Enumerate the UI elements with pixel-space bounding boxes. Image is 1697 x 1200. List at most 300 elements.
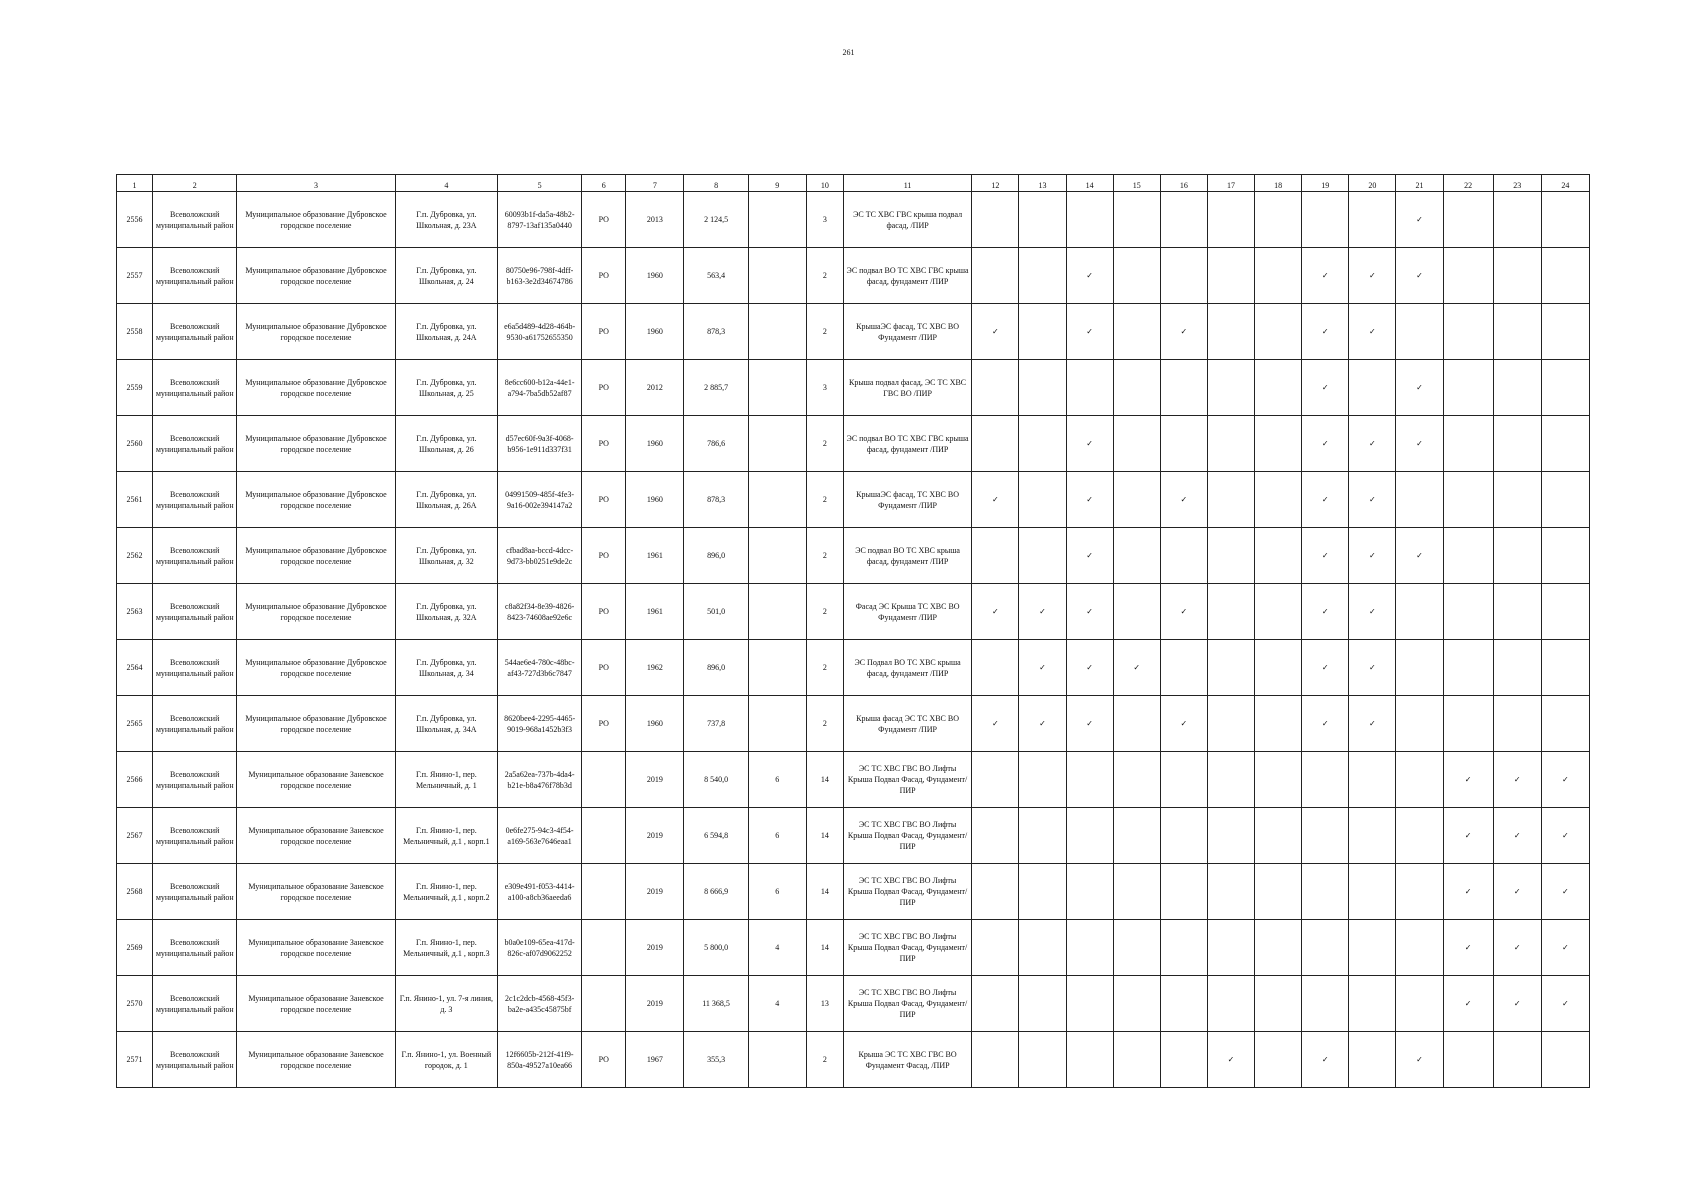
area-cell: 355,3 [684,1032,748,1088]
checkmark-icon: ✓ [1464,887,1472,896]
check-cell-12 [972,248,1019,304]
guid-cell: e309e491-f053-4414-a100-a8cb36aeeda6 [498,864,582,920]
guid-cell: 2a5a62ea-737b-4da4-b21e-b8a476f78b3d [498,752,582,808]
check-cell-21 [1396,248,1443,304]
check-cell-20 [1349,304,1396,360]
check-cell-22 [1443,920,1493,976]
check-cell-18 [1255,192,1302,248]
table-row [117,864,1590,920]
check-cell-20 [1349,696,1396,752]
col9-cell [748,416,806,472]
col9-cell [748,696,806,752]
check-cell-23 [1493,864,1541,920]
check-cell-16 [1160,976,1207,1032]
col10-cell: 14 [806,864,843,920]
checkmark-icon: ✓ [1321,327,1329,336]
checkmark-icon: ✓ [1513,999,1521,1008]
checkmark-icon: ✓ [1513,775,1521,784]
check-cell-12 [972,360,1019,416]
check-cell-16 [1160,584,1207,640]
checkmark-icon: ✓ [1321,495,1329,504]
column-header-5: 5 [498,175,582,192]
area-cell: 737,8 [684,696,748,752]
address-cell: Г.п. Дубровка, ул. Школьная, д. 24 [395,248,497,304]
column-header-4: 4 [395,175,497,192]
check-cell-20 [1349,360,1396,416]
check-cell-13 [1019,416,1066,472]
district-cell: Всеволожский муниципальный район [153,696,237,752]
col10-cell: 2 [806,696,843,752]
municipality-cell: Муниципальное образование Дубровское городское поселение [237,696,395,752]
district-cell: Всеволожский муниципальный район [153,920,237,976]
check-cell-24 [1541,640,1589,696]
check-cell-22 [1443,976,1493,1032]
check-cell-22 [1443,472,1493,528]
table-row [117,528,1590,584]
check-cell-13 [1019,696,1066,752]
check-cell-24 [1541,304,1589,360]
check-cell-17 [1207,920,1254,976]
check-cell-12 [972,752,1019,808]
check-cell-21 [1396,808,1443,864]
checkmark-icon: ✓ [1321,439,1329,448]
check-cell-21 [1396,584,1443,640]
district-cell: Всеволожский муниципальный район [153,640,237,696]
area-cell: 6 594,8 [684,808,748,864]
mark-cell [582,752,626,808]
check-cell-16 [1160,752,1207,808]
address-cell: Г.п. Янино-1, ул. Военный городок, д. 1 [395,1032,497,1088]
check-cell-21 [1396,976,1443,1032]
checkmark-icon: ✓ [1464,831,1472,840]
municipality-cell: Муниципальное образование Заневское городское поселение [237,1032,395,1088]
column-number-header [117,175,1590,192]
check-cell-14 [1066,976,1113,1032]
row-number-cell: 2560 [117,416,153,472]
check-cell-23 [1493,696,1541,752]
check-cell-18 [1255,248,1302,304]
year-cell: 1960 [626,248,684,304]
checkmark-icon: ✓ [1416,271,1423,280]
check-cell-14 [1066,360,1113,416]
checkmark-icon: ✓ [1086,607,1093,616]
check-cell-18 [1255,360,1302,416]
check-cell-15 [1113,1032,1160,1088]
check-cell-23 [1493,808,1541,864]
check-cell-18 [1255,640,1302,696]
check-cell-22 [1443,192,1493,248]
year-cell: 1962 [626,640,684,696]
check-cell-24 [1541,976,1589,1032]
check-cell-17 [1207,304,1254,360]
check-cell-13 [1019,920,1066,976]
address-cell: Г.п. Дубровка, ул. Школьная, д. 23А [395,192,497,248]
check-cell-21 [1396,640,1443,696]
check-cell-23 [1493,920,1541,976]
check-cell-24 [1541,920,1589,976]
table-row [117,304,1590,360]
check-cell-17 [1207,752,1254,808]
check-cell-18 [1255,976,1302,1032]
col9-cell [748,584,806,640]
address-cell: Г.п. Дубровка, ул. Школьная, д. 32А [395,584,497,640]
check-cell-14 [1066,528,1113,584]
checkmark-icon: ✓ [1321,663,1329,672]
row-number-cell: 2559 [117,360,153,416]
guid-cell: e6a5d489-4d28-464b-9530-a61752655350 [498,304,582,360]
address-cell: Г.п. Янино-1, пер. Мельничный, д. 1 [395,752,497,808]
check-cell-15 [1113,192,1160,248]
mark-cell: РО [582,416,626,472]
column-header-18: 18 [1255,175,1302,192]
column-header-1: 1 [117,175,153,192]
column-header-17: 17 [1207,175,1254,192]
row-number-cell: 2565 [117,696,153,752]
row-number-cell: 2558 [117,304,153,360]
district-cell: Всеволожский муниципальный район [153,1032,237,1088]
check-cell-22 [1443,360,1493,416]
guid-cell: 12f6605b-212f-41f9-850a-49527a10ea66 [498,1032,582,1088]
check-cell-22 [1443,528,1493,584]
table-row [117,808,1590,864]
checkmark-icon: ✓ [1086,551,1093,560]
check-cell-12 [972,864,1019,920]
check-cell-23 [1493,304,1541,360]
address-cell: Г.п. Дубровка, ул. Школьная, д. 34 [395,640,497,696]
check-cell-20 [1349,864,1396,920]
works-cell: Крыша подвал фасад, ЭС ТС ХВС ГВС ВО /ПИР [843,360,971,416]
check-cell-13 [1019,248,1066,304]
check-cell-14 [1066,248,1113,304]
year-cell: 2019 [626,920,684,976]
check-cell-19 [1302,696,1349,752]
checkmark-icon: ✓ [1416,383,1423,392]
check-cell-23 [1493,1032,1541,1088]
check-cell-20 [1349,248,1396,304]
checkmark-icon: ✓ [1562,775,1569,784]
row-number-cell: 2562 [117,528,153,584]
district-cell: Всеволожский муниципальный район [153,584,237,640]
guid-cell: c8a82f34-8e39-4826-8423-74608ae92e6c [498,584,582,640]
check-cell-17 [1207,640,1254,696]
col9-cell: 6 [748,808,806,864]
col10-cell: 2 [806,416,843,472]
check-cell-16 [1160,248,1207,304]
column-header-7: 7 [626,175,684,192]
check-cell-16 [1160,920,1207,976]
check-cell-14 [1066,1032,1113,1088]
check-cell-20 [1349,192,1396,248]
check-cell-23 [1493,192,1541,248]
check-cell-20 [1349,416,1396,472]
guid-cell: cfbad8aa-bccd-4dcc-9d73-bb0251e9de2c [498,528,582,584]
district-cell: Всеволожский муниципальный район [153,864,237,920]
check-cell-16 [1160,864,1207,920]
checkmark-icon: ✓ [991,327,999,336]
works-cell: ЭС ТС ХВС ГВС ВО Лифты Крыша Подвал Фасад, Фундамент/ ПИР [843,808,971,864]
check-cell-14 [1066,920,1113,976]
col9-cell [748,1032,806,1088]
check-cell-15 [1113,248,1160,304]
district-cell: Всеволожский муниципальный район [153,808,237,864]
check-cell-12 [972,1032,1019,1088]
checkmark-icon: ✓ [1562,943,1569,952]
check-cell-12 [972,808,1019,864]
check-cell-17 [1207,696,1254,752]
column-header-24: 24 [1541,175,1589,192]
area-cell: 786,6 [684,416,748,472]
municipality-cell: Муниципальное образование Заневское городское поселение [237,864,395,920]
check-cell-22 [1443,304,1493,360]
mark-cell [582,976,626,1032]
checkmark-icon: ✓ [991,719,999,728]
check-cell-24 [1541,1032,1589,1088]
check-cell-14 [1066,864,1113,920]
check-cell-15 [1113,528,1160,584]
check-cell-17 [1207,192,1254,248]
table-row [117,976,1590,1032]
check-cell-23 [1493,248,1541,304]
checkmark-icon: ✓ [1464,943,1472,952]
check-cell-12 [972,696,1019,752]
checkmark-icon: ✓ [1416,551,1423,560]
works-cell: ЭС ТС ХВС ГВС ВО Лифты Крыша Подвал Фасад, Фундамент/ ПИР [843,752,971,808]
col10-cell: 14 [806,920,843,976]
column-header-9: 9 [748,175,806,192]
check-cell-16 [1160,1032,1207,1088]
checkmark-icon: ✓ [1039,663,1046,672]
year-cell: 2012 [626,360,684,416]
check-cell-16 [1160,416,1207,472]
table-row [117,1032,1590,1088]
address-cell: Г.п. Дубровка, ул. Школьная, д. 24А [395,304,497,360]
check-cell-13 [1019,584,1066,640]
check-cell-18 [1255,472,1302,528]
check-cell-17 [1207,864,1254,920]
check-cell-18 [1255,528,1302,584]
checkmark-icon: ✓ [1086,327,1093,336]
works-cell: ЭС подвал ВО ТС ХВС крыша фасад, фундамент /ПИР [843,528,971,584]
check-cell-19 [1302,640,1349,696]
mark-cell: РО [582,584,626,640]
check-cell-22 [1443,752,1493,808]
check-cell-22 [1443,584,1493,640]
checkmark-icon: ✓ [1180,719,1188,728]
check-cell-24 [1541,192,1589,248]
address-cell: Г.п. Дубровка, ул. Школьная, д. 32 [395,528,497,584]
column-header-3: 3 [237,175,395,192]
district-cell: Всеволожский муниципальный район [153,752,237,808]
check-cell-13 [1019,472,1066,528]
district-cell: Всеволожский муниципальный район [153,528,237,584]
check-cell-24 [1541,360,1589,416]
check-cell-17 [1207,808,1254,864]
row-number-cell: 2563 [117,584,153,640]
check-cell-24 [1541,248,1589,304]
checkmark-icon: ✓ [1368,551,1376,560]
check-cell-12 [972,304,1019,360]
works-cell: ЭС подвал ВО ТС ХВС ГВС крыша фасад, фундамент /ПИР [843,416,971,472]
mark-cell [582,864,626,920]
check-cell-15 [1113,304,1160,360]
mark-cell: РО [582,472,626,528]
municipality-cell: Муниципальное образование Дубровское городское поселение [237,472,395,528]
year-cell: 1960 [626,696,684,752]
row-number-cell: 2566 [117,752,153,808]
check-cell-17 [1207,528,1254,584]
col10-cell: 13 [806,976,843,1032]
checkmark-icon: ✓ [1416,439,1423,448]
column-header-14: 14 [1066,175,1113,192]
check-cell-14 [1066,696,1113,752]
col10-cell: 2 [806,640,843,696]
check-cell-21 [1396,696,1443,752]
check-cell-16 [1160,808,1207,864]
check-cell-16 [1160,360,1207,416]
check-cell-24 [1541,696,1589,752]
area-cell: 563,4 [684,248,748,304]
row-number-cell: 2570 [117,976,153,1032]
address-cell: Г.п. Дубровка, ул. Школьная, д. 25 [395,360,497,416]
check-cell-21 [1396,752,1443,808]
check-cell-13 [1019,360,1066,416]
check-cell-23 [1493,528,1541,584]
mark-cell: РО [582,1032,626,1088]
works-cell: ЭС ТС ХВС ГВС крыша подвал фасад, /ПИР [843,192,971,248]
municipality-cell: Муниципальное образование Дубровское городское поселение [237,584,395,640]
table-row [117,584,1590,640]
municipality-cell: Муниципальное образование Заневское городское поселение [237,752,395,808]
table-row [117,416,1590,472]
guid-cell: 2c1c2dcb-4568-45f3-ba2e-a435c45875bf [498,976,582,1032]
check-cell-20 [1349,976,1396,1032]
check-cell-16 [1160,304,1207,360]
district-cell: Всеволожский муниципальный район [153,472,237,528]
check-cell-15 [1113,696,1160,752]
check-cell-24 [1541,584,1589,640]
mark-cell: РО [582,528,626,584]
check-cell-18 [1255,808,1302,864]
year-cell: 1960 [626,304,684,360]
check-cell-15 [1113,640,1160,696]
works-cell: Крыша ЭС ТС ХВС ГВС ВО Фундамент Фасад, /ПИР [843,1032,971,1088]
col10-cell: 2 [806,584,843,640]
table-body [117,192,1590,1088]
check-cell-19 [1302,528,1349,584]
check-cell-21 [1396,360,1443,416]
check-cell-13 [1019,304,1066,360]
check-cell-18 [1255,920,1302,976]
area-cell: 5 800,0 [684,920,748,976]
column-header-11: 11 [843,175,971,192]
checkmark-icon: ✓ [1368,663,1376,672]
table-row [117,640,1590,696]
check-cell-23 [1493,472,1541,528]
check-cell-19 [1302,472,1349,528]
municipality-cell: Муниципальное образование Заневское городское поселение [237,808,395,864]
check-cell-13 [1019,192,1066,248]
check-cell-20 [1349,528,1396,584]
table-row [117,248,1590,304]
check-cell-15 [1113,472,1160,528]
checkmark-icon: ✓ [991,495,999,504]
mark-cell [582,920,626,976]
checkmark-icon: ✓ [1562,999,1569,1008]
checkmark-icon: ✓ [1464,775,1472,784]
municipality-cell: Муниципальное образование Дубровское городское поселение [237,528,395,584]
check-cell-17 [1207,360,1254,416]
col9-cell [748,528,806,584]
year-cell: 1960 [626,416,684,472]
check-cell-19 [1302,920,1349,976]
check-cell-18 [1255,416,1302,472]
municipality-cell: Муниципальное образование Заневское городское поселение [237,920,395,976]
checkmark-icon: ✓ [1368,607,1376,616]
check-cell-19 [1302,864,1349,920]
row-number-cell: 2568 [117,864,153,920]
check-cell-13 [1019,752,1066,808]
check-cell-16 [1160,192,1207,248]
table-row [117,696,1590,752]
col9-cell [748,192,806,248]
check-cell-14 [1066,752,1113,808]
column-header-16: 16 [1160,175,1207,192]
works-cell: ЭС подвал ВО ТС ХВС ГВС крыша фасад, фундамент /ПИР [843,248,971,304]
municipality-cell: Муниципальное образование Дубровское городское поселение [237,304,395,360]
check-cell-24 [1541,808,1589,864]
year-cell: 2019 [626,808,684,864]
checkmark-icon: ✓ [1368,271,1376,280]
check-cell-21 [1396,192,1443,248]
check-cell-14 [1066,584,1113,640]
check-cell-19 [1302,192,1349,248]
col9-cell: 6 [748,752,806,808]
check-cell-19 [1302,304,1349,360]
table-row [117,192,1590,248]
checkmark-icon: ✓ [1086,271,1093,280]
checkmark-icon: ✓ [1368,495,1376,504]
column-header-2: 2 [153,175,237,192]
check-cell-21 [1396,304,1443,360]
column-header-10: 10 [806,175,843,192]
check-cell-20 [1349,640,1396,696]
guid-cell: 544ae6e4-780c-48bc-af43-727d3b6c7847 [498,640,582,696]
guid-cell: 60093b1f-da5a-48b2-8797-13af135a0440 [498,192,582,248]
col9-cell [748,360,806,416]
check-cell-21 [1396,920,1443,976]
area-cell: 878,3 [684,304,748,360]
area-cell: 2 885,7 [684,360,748,416]
check-cell-14 [1066,808,1113,864]
check-cell-23 [1493,416,1541,472]
district-cell: Всеволожский муниципальный район [153,360,237,416]
check-cell-20 [1349,472,1396,528]
check-cell-16 [1160,696,1207,752]
mark-cell: РО [582,304,626,360]
checkmark-icon: ✓ [1321,719,1329,728]
check-cell-17 [1207,1032,1254,1088]
checkmark-icon: ✓ [1227,1055,1235,1064]
check-cell-20 [1349,920,1396,976]
area-cell: 2 124,5 [684,192,748,248]
address-cell: Г.п. Янино-1, ул. 7-я линия, д. 3 [395,976,497,1032]
check-cell-14 [1066,416,1113,472]
check-cell-15 [1113,584,1160,640]
mark-cell: РО [582,360,626,416]
check-cell-14 [1066,472,1113,528]
address-cell: Г.п. Дубровка, ул. Школьная, д. 34А [395,696,497,752]
check-cell-24 [1541,752,1589,808]
